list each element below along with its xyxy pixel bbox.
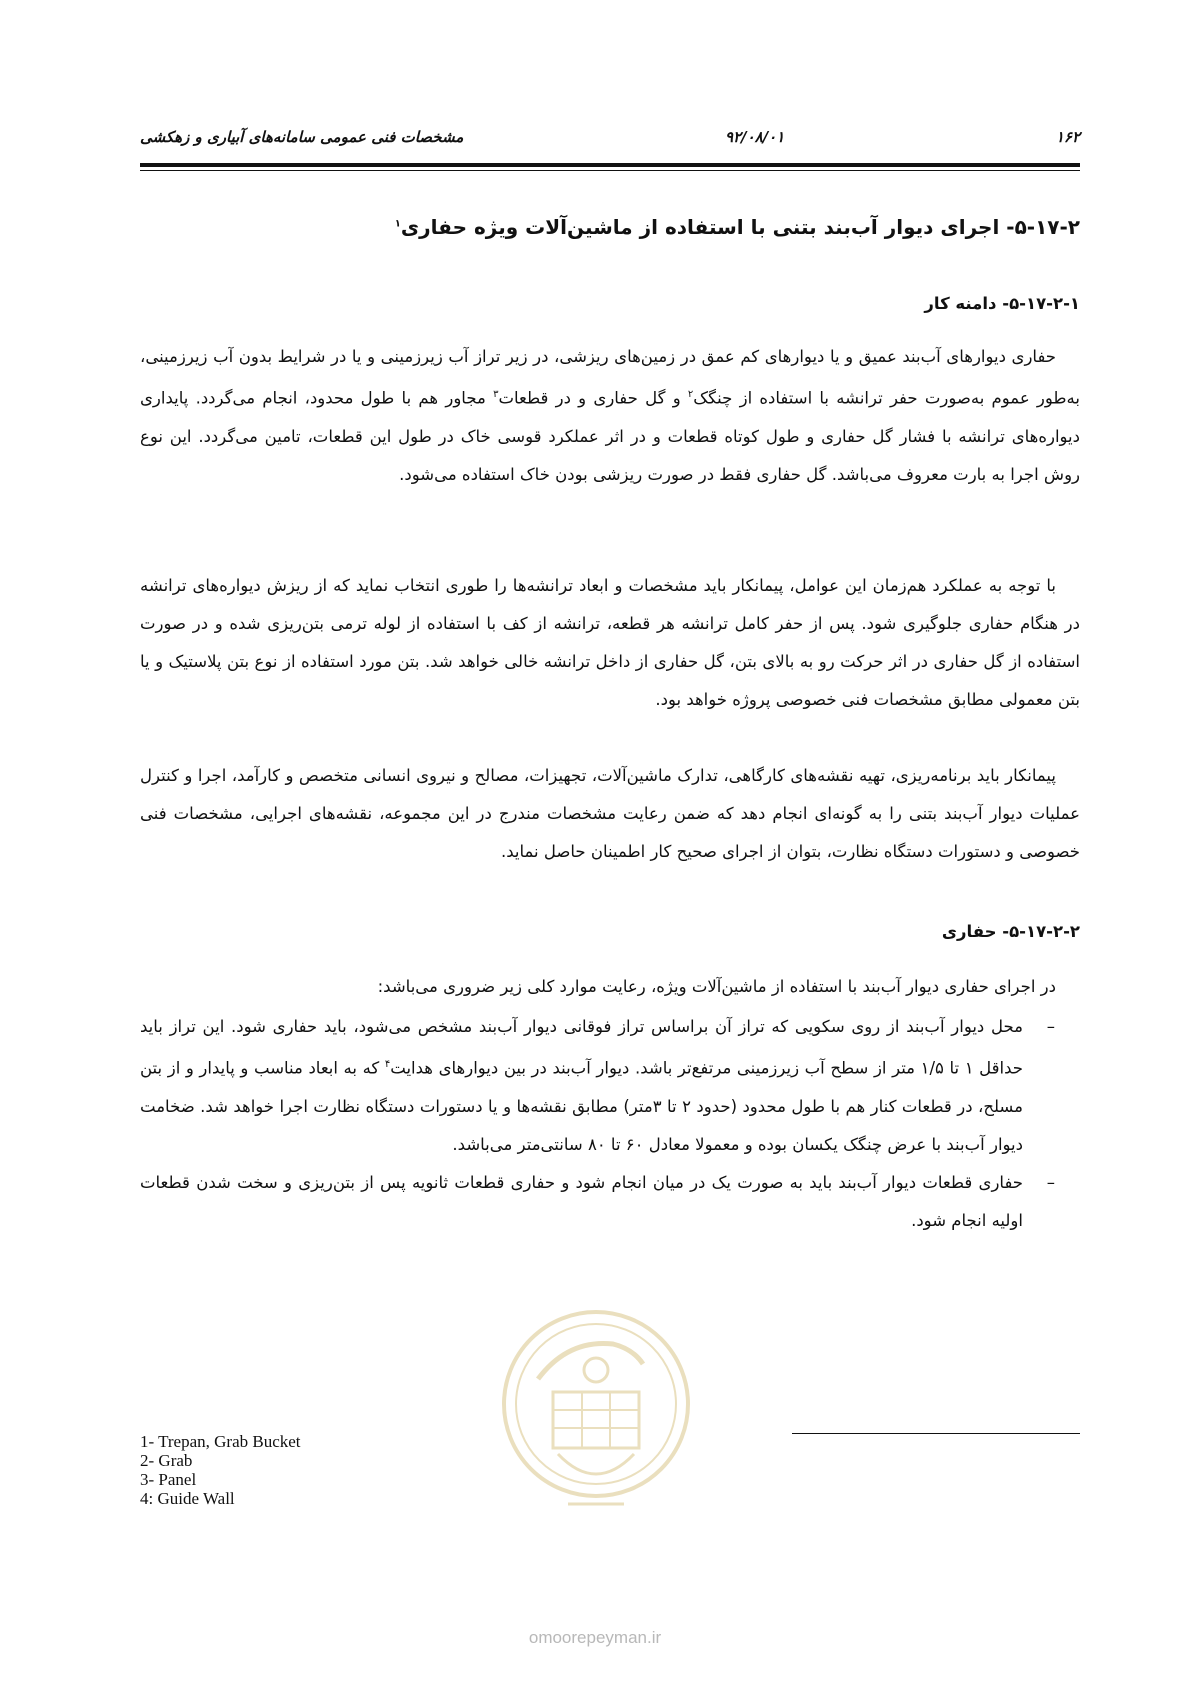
list-item-text: حفاری قطعات دیوار آب‌بند باید به صورت یک در میان انجام شود و حفاری قطعات ثانویه پس از بتن‌ریزی و سخت شدن قطعات اولیه انجام شود. bbox=[140, 1172, 1023, 1230]
footnote-3: 3- Panel bbox=[140, 1470, 197, 1489]
page-number: ۱۶۲ bbox=[1055, 128, 1080, 146]
header-rule-thick bbox=[140, 163, 1080, 167]
list-item-text-a: محل دیوار آب‌بند از روی سکویی که تراز آن براساس تراز فوقانی دیوار آب‌بند مشخص می‌شود، باید حفاری شود. این تراز باید حداقل ۱ تا ۱/۵ متر از سطح آب زیرزمینی مرتفع‌تر باشد. دیوار آب‌بند در بین دیوارهای هدایت bbox=[140, 1017, 1023, 1078]
footnotes bbox=[140, 1432, 301, 1508]
footnote-ref-1: ۱ bbox=[394, 218, 401, 230]
list-item-text-b: که به ابعاد مناسب و پایدار و از بتن مسلح، در قطعات کنار هم با طول محدود (حدود ۲ تا ۳متر) مطابق نقشه‌ها و یا دستورات دستگاه نظارت اجرا خواهد شد. ضخامت دیوار آب‌بند با عرض چنگک یکسان بوده و معمولا معادل ۶۰ تا ۸۰ سانتی‌متر می‌باشد. bbox=[140, 1058, 1023, 1154]
paragraph-scope-2: با توجه به عملکرد هم‌زمان این عوامل، پیمانکار باید مشخصات و ابعاد ترانشه‌ها را طوری انتخاب نماید که از ریزش دیواره‌های ترانشه در هنگام حفاری جلوگیری شود. پس از حفر کامل ترانشه هر قطعه، ترانشه از کف با استفاده از لوله ترمی بتن‌ریزی شده و در صورت استفاده از گل حفاری در اثر حرکت رو به بالای بتن، گل حفاری از داخل ترانشه خالی خواهد شد. بتن مورد استفاده از نوع بتن پلاستیک و یا بتن معمولی مطابق مشخصات فنی خصوصی پروژه خواهد بود. bbox=[140, 576, 1080, 709]
list-item bbox=[140, 1008, 1055, 1164]
bullet-dash: – bbox=[1046, 1017, 1055, 1036]
excavation-intro: در اجرای حفاری دیوار آب‌بند با استفاده از ماشین‌آلات ویژه، رعایت موارد کلی زیر ضروری می‌باشد: bbox=[377, 977, 1056, 996]
header-title: مشخصات فنی عمومی سامانه‌های آبیاری و زهکشی bbox=[140, 128, 464, 146]
list-item bbox=[140, 1164, 1055, 1240]
header-rule-thin bbox=[140, 170, 1080, 171]
paragraph-scope-1 bbox=[140, 338, 1080, 494]
footnote-separator bbox=[792, 1433, 1080, 1434]
footnote-2: 2- Grab bbox=[140, 1451, 193, 1470]
section-heading-text: ۵-۱۷-۲- اجرای دیوار آب‌بند بتنی با استفاده از ماشین‌آلات ویژه حفاری bbox=[400, 215, 1080, 239]
paragraph-scope-1-part-a: حفاری دیوارهای آب‌بند عمیق و یا دیوارهای کم عمق در زمین‌های ریزشی، در زیر تراز آب زیرزمینی و یا در شرایط بدون آب زیرزمینی، به‌طور عموم به‌صورت حفر ترانشه با استفاده از چنگک bbox=[140, 347, 1080, 408]
header-date: ۹۲/۰۸/۰۱ bbox=[725, 128, 785, 146]
footnote-ref-3: ۳ bbox=[493, 389, 499, 400]
paragraph-scope-1-part-c: مجاور هم با طول محدود، انجام می‌گردد. پایداری دیواره‌های ترانشه با فشار گل حفاری و طول کوتاه قطعات و در اثر عملکرد قوسی خاک در طول این قطعات، تامین می‌گردد. این نوع روش اجرا به بارت معروف می‌باشد. گل حفاری فقط در صورت ریزشی بودن خاک استفاده می‌شود. bbox=[140, 388, 1080, 484]
footnote-ref-2: ۲ bbox=[687, 389, 694, 400]
page-header bbox=[140, 128, 1080, 158]
section-heading bbox=[140, 215, 1080, 239]
subsection-heading-scope: ۵-۱۷-۲-۱- دامنه کار bbox=[924, 294, 1080, 313]
excavation-list bbox=[140, 1008, 1055, 1240]
paragraph-scope-1-part-b: و گل حفاری و در قطعات bbox=[498, 388, 688, 408]
subsection-heading-excavation: ۵-۱۷-۲-۲- حفاری bbox=[941, 922, 1080, 941]
watermark-url: omoorepeyman.ir bbox=[528, 1628, 662, 1647]
paragraph-scope-3: پیمانکار باید برنامه‌ریزی، تهیه نقشه‌های کارگاهی، تدارک ماشین‌آلات، تجهیزات، مصالح و نیروی انسانی متخصص و کارآمد، اجرا و کنترل عملیات دیوار آب‌بند بتنی را به گونه‌ای انجام دهد که ضمن رعایت مشخصات مندرج در این مجموعه، نقشه‌های اجرایی، مشخصات فنی خصوصی و دستورات دستگاه نظارت، بتوان از اجرای صحیح کار اطمینان حاصل نماید. bbox=[140, 766, 1080, 861]
footnote-1: 1- Trepan, Grab Bucket bbox=[140, 1432, 301, 1451]
watermark-seal-icon bbox=[498, 1304, 694, 1574]
footnote-ref-4: ۴ bbox=[384, 1059, 391, 1070]
footnote-4: 4: Guide Wall bbox=[140, 1489, 235, 1508]
bullet-dash: – bbox=[1046, 1172, 1055, 1192]
